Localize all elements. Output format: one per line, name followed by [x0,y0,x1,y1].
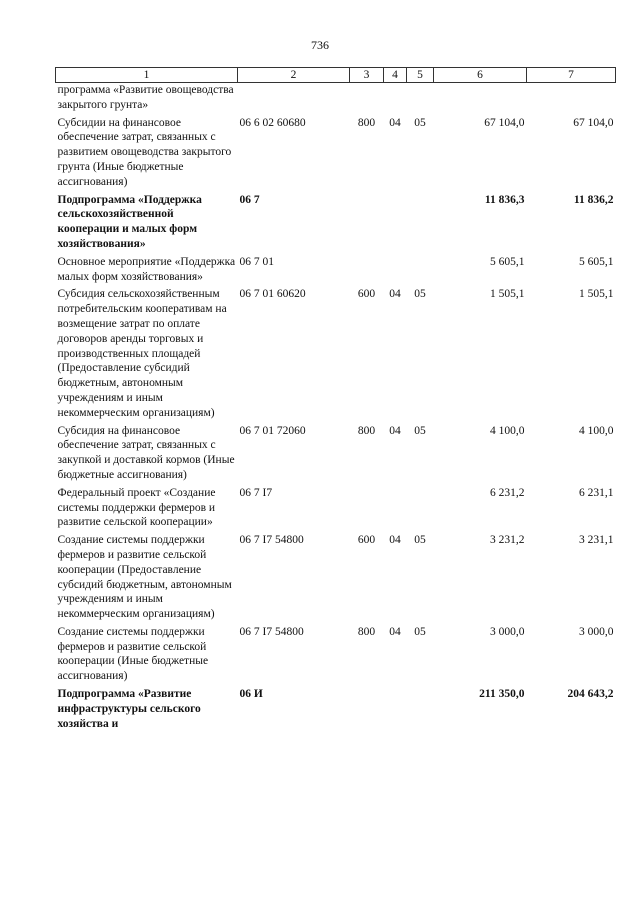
row-amount-2-cell: 3 000,0 [579,625,614,638]
row-amount-1-cell: 67 104,0 [484,116,525,129]
row-code-cell: 06 6 02 60680 [239,116,306,129]
row-col3-cell: 800 [357,424,376,437]
row-name-cell: Субсидии на финансовое обеспечение затрат, связанных с развитием овощеводства закрытого грунта (Иные бюджетные ассигнования) [57,116,232,188]
row-amount-1-cell: 6 231,2 [490,486,525,499]
row-name-cell: Создание системы поддержки фермеров и развитие сельской кооперации (Предоставление субсидий бюджетным, автономным учреждениям и иным некоммерческим организациям) [57,534,232,621]
row-col4-cell [384,83,407,113]
row-name-cell: Федеральный проект «Создание системы поддержки фермеров и развитие сельской кооперации» [57,486,216,529]
row-col3-cell [350,83,384,113]
row-col4-cell: 04 [389,424,401,437]
row-col3-cell [350,252,384,285]
table-row [56,684,616,731]
row-code-cell: 06 7 [239,193,260,206]
row-col3-cell [350,190,384,252]
row-amount-2-cell: 3 231,1 [579,534,614,547]
column-header: 4 [384,68,407,83]
row-amount-1-cell: 1 505,1 [490,288,525,301]
row-col3-cell [350,483,384,530]
table-row [56,421,616,483]
row-col3-cell: 800 [357,625,376,638]
row-col4-cell [384,483,407,530]
row-amount-2-cell: 5 605,1 [579,255,614,268]
row-code-cell: 06 7 01 72060 [239,424,306,437]
row-col3-cell: 600 [357,288,376,301]
row-col5-cell [407,483,434,530]
row-amount-2-cell: 1 505,1 [579,288,614,301]
row-code-cell: 06 7 I7 [239,486,273,499]
row-col4-cell: 04 [389,625,401,638]
row-col5-cell: 05 [414,116,426,129]
row-amount-1-cell: 3 000,0 [490,625,525,638]
table-row [56,530,616,622]
row-col3-cell: 600 [357,534,376,547]
row-amount-2-cell: 6 231,1 [579,486,614,499]
row-code-cell [238,83,350,113]
row-code-cell: 06 7 I7 54800 [239,625,304,638]
row-col5-cell: 05 [414,424,426,437]
table-header-row [56,68,616,83]
row-code-cell: 06 7 01 60620 [239,288,306,301]
row-col4-cell: 04 [389,534,401,547]
table-row [56,83,616,113]
row-col4-cell [384,190,407,252]
table-row [56,483,616,530]
row-col5-cell: 05 [414,534,426,547]
row-col5-cell: 05 [414,288,426,301]
table-body [56,83,616,732]
table-row [56,622,616,684]
row-name-cell: Основное мероприятие «Поддержка малых форм хозяйствования» [57,255,236,283]
row-col4-cell: 04 [389,116,401,129]
row-amount-1-cell: 3 231,2 [490,534,525,547]
row-code-cell: 06 7 I7 54800 [239,534,304,547]
table-row [56,252,616,285]
row-col3-cell: 800 [357,116,376,129]
row-col5-cell [407,684,434,731]
row-amount-2-cell: 204 643,2 [567,688,614,701]
row-name-cell: Подпрограмма «Поддержка сельскохозяйственной кооперации и малых форм хозяйствования» [57,193,202,250]
budget-table [55,67,616,731]
row-amount-2-cell: 4 100,0 [579,424,614,437]
row-code-cell: 06 И [239,688,263,701]
row-col5-cell [407,252,434,285]
row-amount-1-cell: 11 836,3 [484,193,525,206]
row-name-cell: программа «Развитие овощеводства закрытого грунта» [57,84,234,111]
row-col5-cell [407,83,434,113]
row-amount-1-cell: 211 350,0 [479,688,525,701]
column-header: 7 [527,68,616,83]
row-amount-1-cell: 4 100,0 [490,424,525,437]
row-name-cell: Подпрограмма «Развитие инфраструктуры сельского хозяйства и [57,688,201,730]
row-amount-1-cell [434,83,527,113]
row-col5-cell [407,190,434,252]
row-name-cell: Субсидия на финансовое обеспечение затрат, связанных с закупкой и доставкой кормов (Иные бюджетные ассигнования) [57,424,235,481]
column-header: 2 [238,68,350,83]
row-col5-cell: 05 [414,625,426,638]
row-col4-cell [384,252,407,285]
row-col3-cell [350,684,384,731]
column-header: 6 [434,68,527,83]
table-row [56,113,616,190]
column-header: 3 [350,68,384,83]
row-name-cell: Субсидия сельскохозяйственным потребительским кооперативам на возмещение затрат по оплате договоров аренды торговых и производственных площадей (Предоставление субсидий бюджетным, автономным учреждениям и иным некоммерческим организациям) [57,288,227,419]
column-header: 5 [407,68,434,83]
row-name-cell: Создание системы поддержки фермеров и развитие сельской кооперации (Иные бюджетные ассигнования) [57,625,209,683]
column-header: 1 [56,68,238,83]
row-amount-2-cell: 11 836,2 [573,193,614,206]
row-col4-cell [384,684,407,731]
row-amount-2-cell: 67 104,0 [573,116,614,129]
row-amount-1-cell: 5 605,1 [490,255,525,268]
row-col4-cell: 04 [389,288,401,301]
row-code-cell: 06 7 01 [239,255,274,268]
table-row [56,190,616,252]
table-row [56,284,616,420]
page-number: 736 [311,38,329,52]
row-amount-2-cell [527,83,616,113]
